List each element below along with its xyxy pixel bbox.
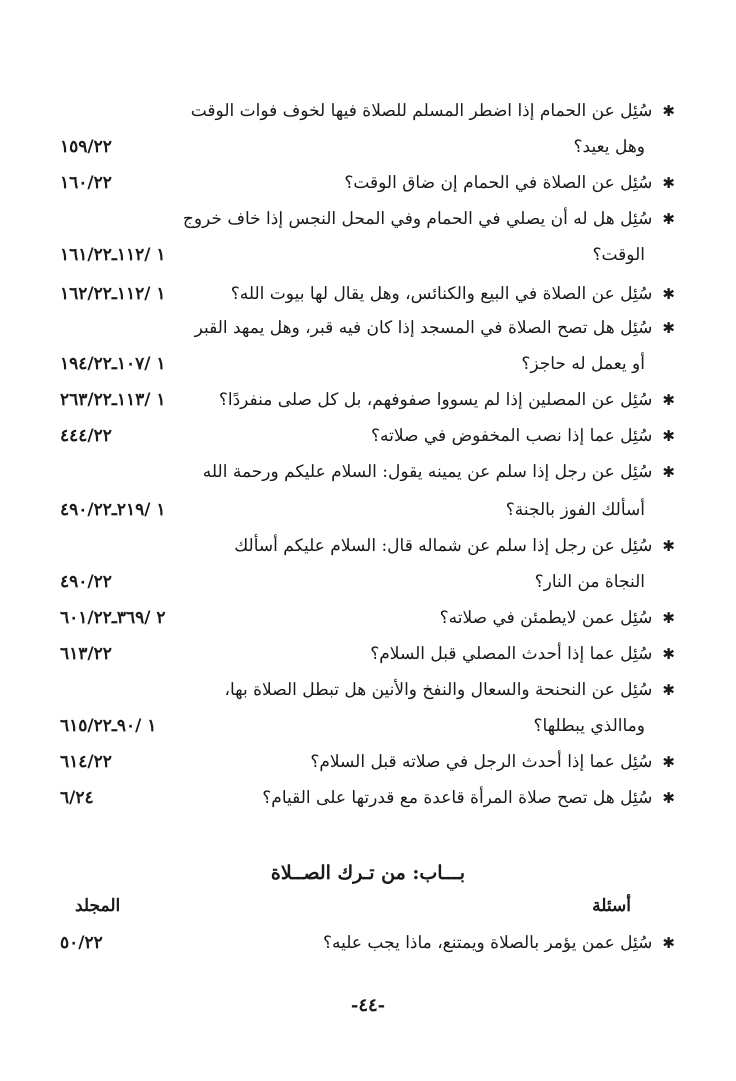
- list-item: [40, 129, 675, 165]
- question-text: ✱سُئِل عما إذا أحدث المصلي قبل السلام؟: [370, 636, 675, 672]
- question-text: ✱سُئِل عما إذا أحدث الرجل في صلاته قبل السلام؟: [310, 744, 675, 780]
- question-text: ✱سُئِل عن الحمام إذا اضطر المسلم للصلاة فيها لخوف فوات الوقت: [191, 93, 675, 129]
- bullet-icon: ✱: [662, 102, 675, 120]
- list-item: [40, 672, 675, 708]
- section-title: بـــاب: من تـرك الصــلاة: [270, 862, 466, 884]
- bullet-icon: ✱: [662, 934, 675, 952]
- volume-reference: ١ /١١٢ـ١٦١/٢٢: [60, 245, 166, 265]
- bullet-icon: ✱: [662, 210, 675, 228]
- list-item: [40, 528, 675, 564]
- volume-reference: ٤٤٤/٢٢: [60, 426, 112, 446]
- list-item: [40, 237, 675, 273]
- bullet-icon: ✱: [662, 645, 675, 663]
- list-item: [40, 454, 675, 490]
- volume-reference: ٥٠/٢٢: [60, 933, 103, 953]
- list-item: [40, 310, 675, 346]
- question-text: ✱سُئِل عن رجل إذا سلم عن شماله قال: السلام عليكم أسألك: [234, 528, 675, 564]
- bullet-icon: ✱: [662, 285, 675, 303]
- volume-column-header: المجلد: [75, 896, 121, 916]
- question-text: ✱سُئِل عمن يؤمر بالصلاة ويمتنع، ماذا يجب عليه؟: [323, 925, 675, 961]
- volume-reference: ٦١٤/٢٢: [60, 752, 112, 772]
- bullet-icon: ✱: [662, 463, 675, 481]
- questions-column-header: أسئلة: [592, 896, 631, 916]
- question-text: ✱سُئِل عن رجل إذا سلم عن يمينه يقول: السلام عليكم ورحمة الله: [203, 454, 675, 490]
- volume-reference: ١ /١٠٧ـ١٩٤/٢٢: [60, 354, 166, 374]
- list-item: [40, 925, 675, 961]
- volume-reference: ٢ /٣٦٩ـ٦٠١/٢٢: [60, 608, 166, 628]
- list-item: [40, 636, 675, 672]
- volume-reference: ١ /١١٢ـ١٦٢/٢٢: [60, 284, 166, 304]
- volume-reference: ١٦٠/٢٢: [60, 173, 112, 193]
- list-item: [40, 93, 675, 129]
- bullet-icon: ✱: [662, 681, 675, 699]
- question-text: ✱سُئِل عما إذا نصب المخفوض في صلاته؟: [371, 418, 675, 454]
- list-item: [40, 276, 675, 312]
- list-item: [40, 492, 675, 528]
- question-text: ✱سُئِل عن الصلاة في البيع والكنائس، وهل يقال لها بيوت الله؟: [231, 276, 675, 312]
- list-item: [40, 382, 675, 418]
- question-text: ✱سُئِل عن الصلاة في الحمام إن ضاق الوقت؟: [344, 165, 675, 201]
- list-item: [40, 564, 675, 600]
- question-text: ✱سُئِل هل له أن يصلي في الحمام وفي المحل النجس إذا خاف خروج: [183, 201, 675, 237]
- list-item: [40, 201, 675, 237]
- bullet-icon: ✱: [662, 537, 675, 555]
- bullet-icon: ✱: [662, 753, 675, 771]
- question-text: وماالذي يبطلها؟: [533, 716, 645, 736]
- list-item: [40, 600, 675, 636]
- volume-reference: ١ /١١٣ـ٢٦٣/٢٢: [60, 390, 166, 410]
- bullet-icon: ✱: [662, 427, 675, 445]
- question-text: النجاة من النار؟: [534, 572, 645, 592]
- question-text: ✱سُئِل هل تصح صلاة المرأة قاعدة مع قدرتها على القيام؟: [262, 780, 675, 816]
- volume-reference: ٦/٢٤: [60, 788, 94, 808]
- volume-reference: ١ /٢١٩ـ٤٩٠/٢٢: [60, 500, 166, 520]
- bullet-icon: ✱: [662, 319, 675, 337]
- volume-reference: ٤٩٠/٢٢: [60, 572, 112, 592]
- question-text: ✱سُئِل عمن لايطمئن في صلاته؟: [440, 600, 675, 636]
- question-text: ✱سُئِل هل تصح الصلاة في المسجد إذا كان فيه قبر، وهل يمهد القبر: [195, 310, 675, 346]
- list-item: [40, 165, 675, 201]
- bullet-icon: ✱: [662, 789, 675, 807]
- question-text: وهل يعيد؟: [573, 137, 645, 157]
- bullet-icon: ✱: [662, 609, 675, 627]
- volume-reference: ١ /٩٠ـ٦١٥/٢٢: [60, 716, 157, 736]
- question-text: أسألك الفوز بالجنة؟: [505, 500, 645, 520]
- question-text: ✱سُئِل عن النحنحة والسعال والنفخ والأنين هل تبطل الصلاة بها،: [225, 672, 675, 708]
- bullet-icon: ✱: [662, 174, 675, 192]
- question-text: أو يعمل له حاجز؟: [521, 354, 645, 374]
- list-item: [40, 780, 675, 816]
- volume-reference: ١٥٩/٢٢: [60, 137, 112, 157]
- bullet-icon: ✱: [662, 391, 675, 409]
- list-item: [40, 346, 675, 382]
- volume-reference: ٦١٣/٢٢: [60, 644, 112, 664]
- question-text: ✱سُئِل عن المصلين إذا لم يسووا صفوفهم، بل كل صلى منفردًا؟: [219, 382, 675, 418]
- list-item: [40, 418, 675, 454]
- page-number: -٤٤-: [350, 995, 386, 1016]
- question-text: الوقت؟: [592, 245, 645, 265]
- list-item: [40, 744, 675, 780]
- list-item: [40, 708, 675, 744]
